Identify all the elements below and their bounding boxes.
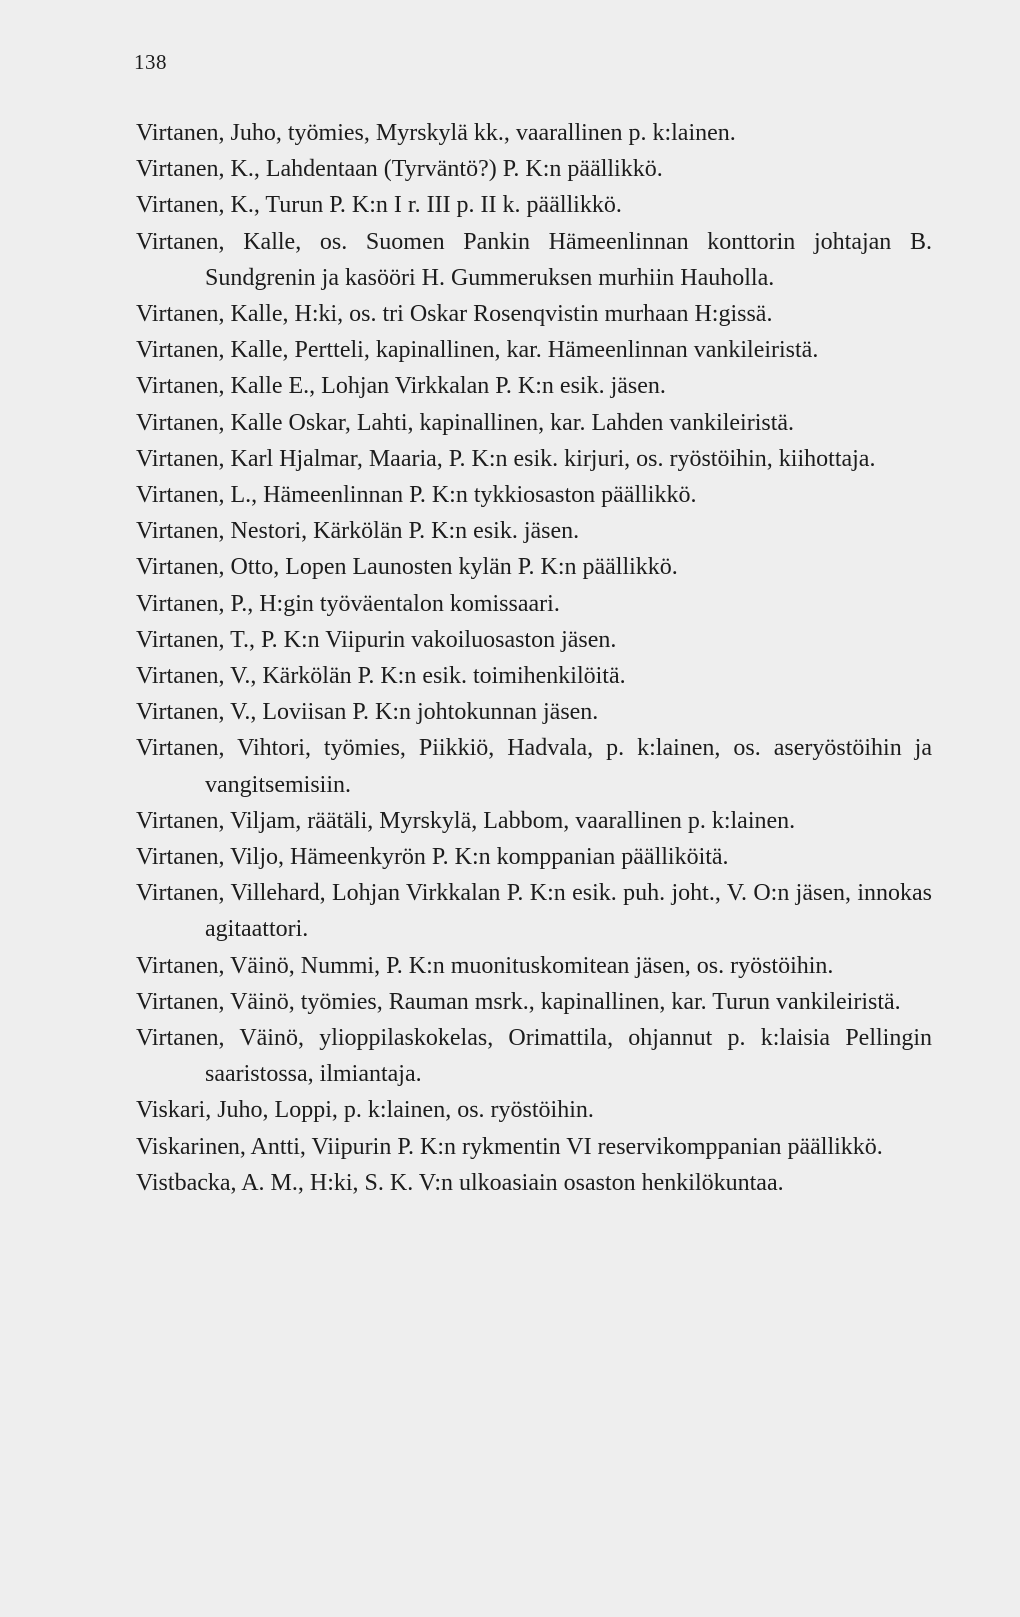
page-number: 138 bbox=[134, 50, 167, 74]
list-item: Virtanen, L., Hämeenlinnan P. K:n tykkiosaston päällikkö. bbox=[136, 482, 697, 509]
list-item: Virtanen, P., H:gin työväentalon komissaari. bbox=[136, 590, 560, 617]
list-item: Virtanen, V., Kärkölän P. K:n esik. toimihenkilöitä. bbox=[136, 663, 626, 690]
list-item: Virtanen, K., Lahdentaan (Tyrväntö?) P. K:n päällikkö. bbox=[136, 156, 663, 183]
list-item: Viskari, Juho, Loppi, p. k:lainen, os. ryöstöihin. bbox=[136, 1097, 594, 1124]
list-item: Virtanen, Väinö, ylioppilaskokelas, Orimattila, ohjannut p. k:laisia Pellingin saaristossa, ilmiantaja. bbox=[136, 1025, 932, 1088]
list-item: Virtanen, Nestori, Kärkölän P. K:n esik. jäsen. bbox=[136, 518, 580, 545]
list-item: Virtanen, Vihtori, työmies, Piikkiö, Hadvala, p. k:lainen, os. aseryöstöihin ja vangitsemisiin. bbox=[136, 735, 932, 798]
list-item: Virtanen, T., P. K:n Viipurin vakoiluosaston jäsen. bbox=[136, 626, 617, 653]
list-item: Virtanen, Viljo, Hämeenkyrön P. K:n komppanian päälliköitä. bbox=[136, 844, 729, 871]
list-item: Virtanen, Juho, työmies, Myrskylä kk., vaarallinen p. k:lainen. bbox=[136, 120, 736, 146]
list-item: Virtanen, Karl Hjalmar, Maaria, P. K:n esik. kirjuri, os. ryöstöihin, kiihottaja. bbox=[136, 445, 876, 472]
list-item: Virtanen, Kalle E., Lohjan Virkkalan P. K:n esik. jäsen. bbox=[136, 373, 666, 400]
list-item: Virtanen, Kalle, H:ki, os. tri Oskar Rosenqvistin murhaan H:gissä. bbox=[136, 301, 773, 328]
list-item: Virtanen, Väinö, Nummi, P. K:n muonituskomitean jäsen, os. ryöstöihin. bbox=[136, 952, 834, 979]
entry-list bbox=[136, 115, 932, 1201]
list-item: Virtanen, V., Loviisan P. K:n johtokunnan jäsen. bbox=[136, 699, 599, 726]
list-item: Virtanen, Kalle, Pertteli, kapinallinen, kar. Hämeenlinnan vankileiristä. bbox=[136, 337, 819, 364]
list-item: Virtanen, Villehard, Lohjan Virkkalan P. K:n esik. puh. joht., V. O:n jäsen, innokas agitaattori. bbox=[136, 880, 932, 943]
list-item: Vistbacka, A. M., H:ki, S. K. V:n ulkoasiain osaston henkilökuntaa. bbox=[136, 1169, 784, 1196]
list-item: Virtanen, K., Turun P. K:n I r. III p. II k. päällikkö. bbox=[136, 192, 622, 219]
list-item: Viskarinen, Antti, Viipurin P. K:n rykmentin VI reservikomppanian päällikkö. bbox=[136, 1133, 883, 1160]
list-item: Virtanen, Otto, Lopen Launosten kylän P. K:n päällikkö. bbox=[136, 554, 678, 581]
list-item: Virtanen, Kalle, os. Suomen Pankin Hämeenlinnan konttorin johtajan B. Sundgrenin ja kasööri H. Gummeruksen murhiin Hauholla. bbox=[136, 228, 932, 291]
list-item: Virtanen, Viljam, räätäli, Myrskylä, Labbom, vaarallinen p. k:lainen. bbox=[136, 807, 796, 834]
list-item: Virtanen, Väinö, työmies, Rauman msrk., kapinallinen, kar. Turun vankileiristä. bbox=[136, 988, 901, 1015]
list-item: Virtanen, Kalle Oskar, Lahti, kapinallinen, kar. Lahden vankileiristä. bbox=[136, 409, 795, 436]
